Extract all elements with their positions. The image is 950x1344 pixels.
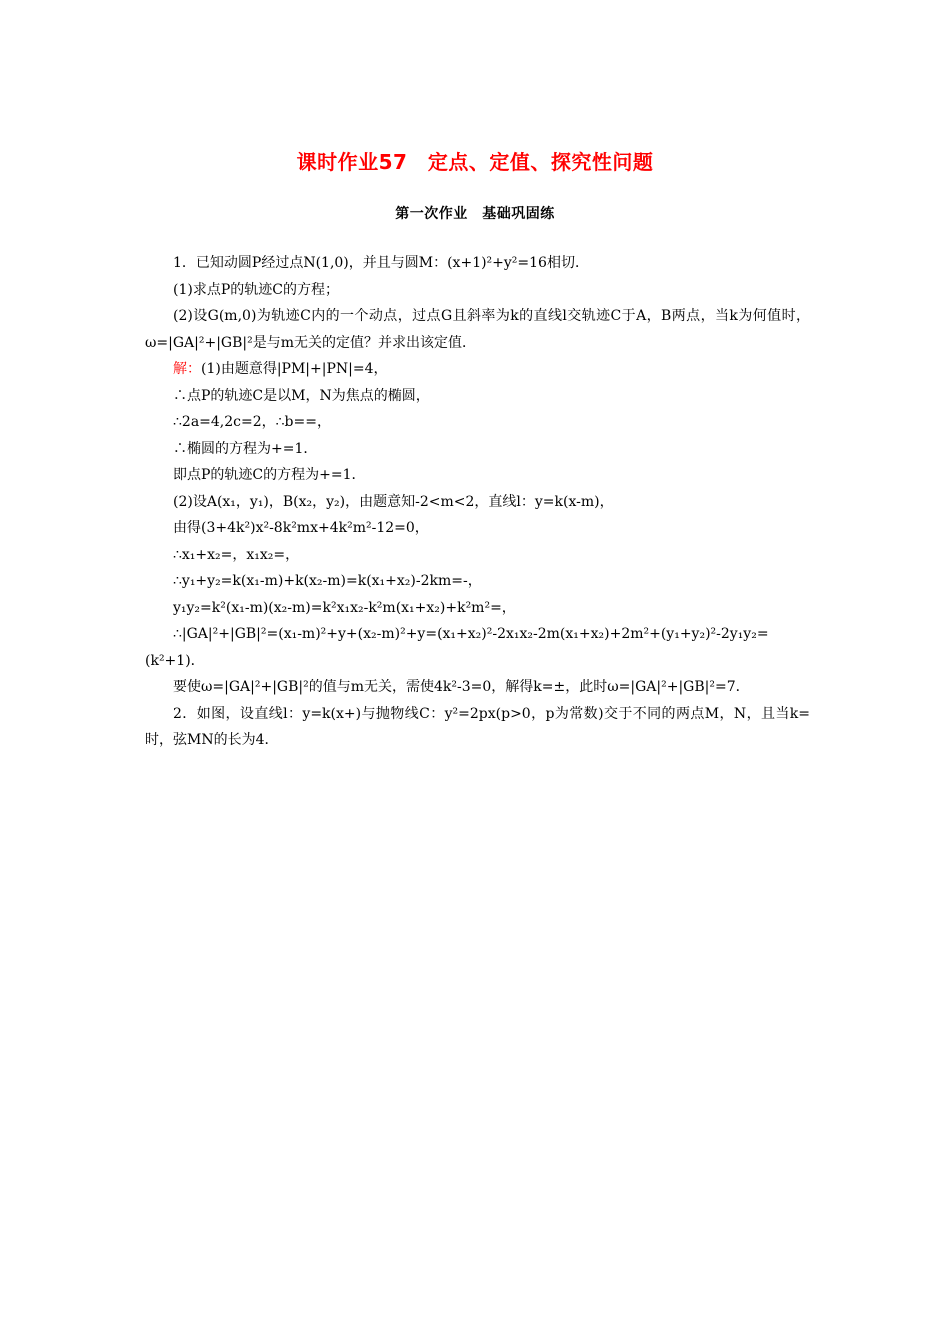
solution-line: (2)设A(x₁，y₁)，B(x₂，y₂)，由题意知-2<m<2，直线l：y=k(x-m)， [173,493,614,510]
solution-line: y₁y₂=k²(x₁-m)(x₂-m)=k²x₁x₂-k²m(x₁+x₂)+k²m²=， [173,599,516,616]
solution-line: ∴x₁+x₂=，x₁x₂=， [173,546,300,563]
solution-line: ∴2a=4,2c=2，∴b==， [173,414,331,430]
document-body [145,250,810,754]
solution-omega-expansion: ∴|GA|²+|GB|²=(x₁-m)²+y+(x₂-m)²+y=(x₁+x₂)²-2x₁x₂-2m(x₁+x₂)+2m²+(y₁+y₂)²-2y₁y₂=(k²+1)． [145,626,769,669]
solution-conclusion: 要使ω=|GA|²+|GB|²的值与m无关，需使4k²-3=0，解得k=±，此时ω=|GA|²+|GB|²=7． [173,679,750,695]
solution-line: 即点P的轨迹C的方程为+=1． [173,467,366,483]
problem-1-part-2: (2)设G(m,0)为轨迹C内的一个动点，过点G且斜率为k的直线l交轨迹C于A，B两点，当k为何值时，ω=|GA|²+|GB|²是与m无关的定值？并求出该定值． [145,308,810,351]
solution-first-line [145,356,810,383]
solution-line: ∴椭圆的方程为+=1． [173,440,318,457]
section-subtitle: 第一次作业 基础巩固练 [395,206,555,222]
solution-line: ∴点P的轨迹C是以M，N为焦点的椭圆， [173,387,430,404]
page-title: 课时作业57 定点、定值、探究性问题 [296,150,654,174]
solution-line: 由得(3+4k²)x²-8k²mx+4k²m²-12=0， [173,520,429,536]
solution-label: 解： [173,361,201,377]
problem-1-part-1: (1)求点P的轨迹C的方程； [173,281,339,298]
solution-line: ∴y₁+y₂=k(x₁-m)+k(x₂-m)=k(x₁+x₂)-2km=-， [173,573,482,589]
problem-1-stem: 1．已知动圆P经过点N(1,0)，并且与圆M：(x+1)²+y²=16相切． [173,255,589,271]
problem-2-stem: 2．如图，设直线l：y=k(x+)与抛物线C：y²=2px(p>0，p为常数)交于不同的两点M，N，且当k=时，弦MN的长为4． [145,705,810,748]
solution-step: (1)由题意得|PM|+|PN|=4， [201,361,388,377]
